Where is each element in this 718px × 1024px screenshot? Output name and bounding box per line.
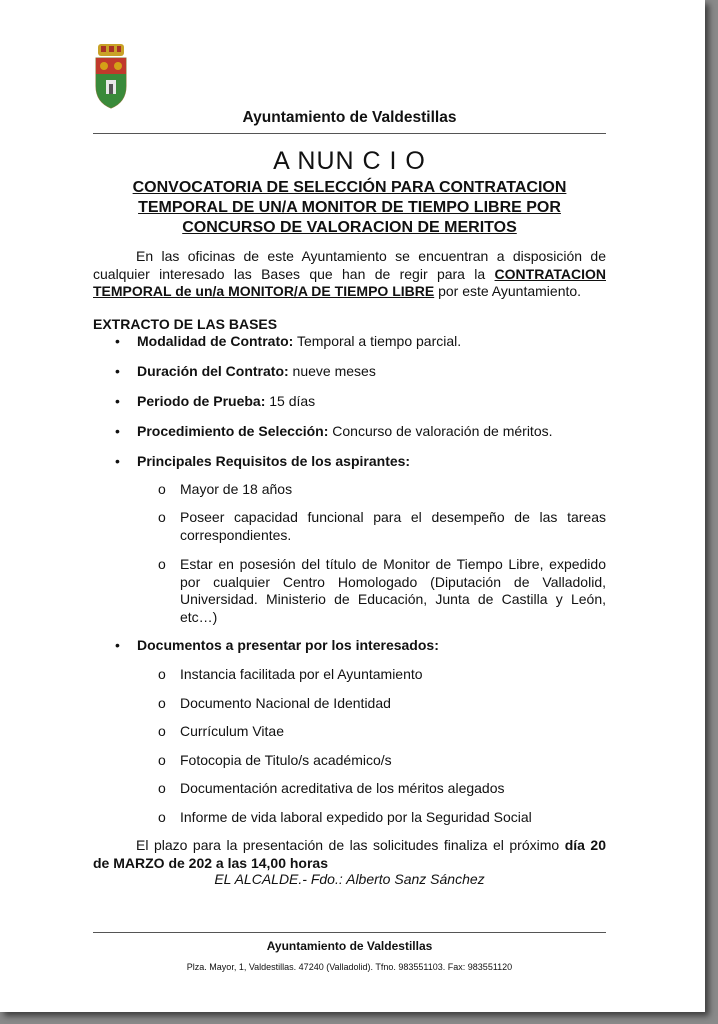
sub-bullet-icon: o: [158, 481, 166, 497]
extracto-heading: EXTRACTO DE LAS BASES: [93, 316, 278, 332]
bullet-value: Temporal a tiempo parcial.: [293, 333, 462, 349]
sub-bullet-icon: o: [158, 723, 166, 739]
subtitle-line: CONVOCATORIA DE SELECCIÓN PARA CONTRATACION: [132, 179, 567, 196]
bullet-icon: •: [115, 393, 120, 409]
intro-bold-text: CONTRATACION TEMPORAL de un/a MONITOR/A DE TIEMPO LIBRE: [93, 265, 606, 299]
footer-divider: [93, 932, 606, 933]
sub-bullet-icon: o: [158, 780, 166, 796]
mayor-signature: EL ALCALDE.- Fdo.: Alberto Sanz Sánchez: [214, 871, 485, 887]
bullet-value: nueve meses: [288, 363, 376, 379]
sub-bullet-icon: o: [158, 509, 166, 525]
municipality-header: Ayuntamiento de Valdestillas: [242, 109, 457, 126]
bullet-icon: •: [115, 423, 120, 439]
sub-bullet-icon: o: [158, 556, 166, 572]
sub-bullet-icon: o: [158, 809, 166, 825]
bullet-label: Duración del Contrato:: [137, 363, 289, 379]
documento-text: Instancia facilitada por el Ayuntamiento: [180, 666, 423, 682]
bullet-label: Documentos a presentar por los interesados:: [137, 637, 439, 653]
sub-bullet-icon: o: [158, 695, 166, 711]
documento-text: Informe de vida laboral expedido por la Seguridad Social: [180, 809, 532, 825]
bullet-icon: •: [115, 333, 120, 349]
deadline-date: día 20 de MARZO de 202 a las 14,00 horas: [93, 837, 606, 871]
bullet-label: Periodo de Prueba:: [137, 393, 266, 409]
bullet-label: Procedimiento de Selección:: [137, 423, 329, 439]
bullet-icon: •: [115, 453, 120, 469]
documento-text: Documento Nacional de Identidad: [180, 695, 391, 711]
municipal-crest-logo: [92, 42, 130, 110]
bullet-value: 15 días: [265, 393, 316, 409]
intro-paragraph: [93, 248, 606, 301]
deadline-paragraph: [93, 837, 606, 872]
bullet-label: Principales Requisitos de los aspirantes:: [137, 453, 411, 469]
bullet-value: Concurso de valoración de méritos.: [328, 423, 553, 439]
bullet-label: Modalidad de Contrato:: [137, 333, 294, 349]
documento-text: Currículum Vitae: [180, 723, 285, 739]
deadline-text: El plazo para la presentación de las solicitudes finaliza el próximo: [136, 837, 565, 853]
footer-municipality: Ayuntamiento de Valdestillas: [266, 939, 433, 953]
intro-text-end: por este Ayuntamiento.: [434, 283, 582, 299]
subtitle-line: CONCURSO DE VALORACION DE MERITOS: [182, 219, 517, 236]
bullet-icon: •: [115, 637, 120, 653]
page-title: A NUN C I O: [273, 147, 426, 175]
subtitle-line: TEMPORAL DE UN/A MONITOR DE TIEMPO LIBRE POR: [138, 199, 561, 216]
documento-text: Documentación acreditativa de los méritos alegados: [180, 780, 505, 796]
sub-bullet-icon: o: [158, 752, 166, 768]
intro-text: En las oficinas de este Ayuntamiento se encuentran a disposición de cualquier interesado las Bases que han de regir para la: [93, 248, 606, 282]
notice-subtitle: [93, 178, 606, 238]
requisito-text: Mayor de 18 años: [180, 481, 293, 497]
bullet-icon: •: [115, 363, 120, 379]
documento-text: Fotocopia de Titulo/s académico/s: [180, 752, 392, 768]
requisito-text: Poseer capacidad funcional para el desempeño de las tareas correspondientes.: [180, 509, 606, 543]
sub-bullet-icon: o: [158, 666, 166, 682]
footer-address: Plza. Mayor, 1, Valdestillas. 47240 (Valladolid). Tfno. 983551103. Fax: 983551120: [186, 962, 513, 972]
header-divider: [93, 133, 606, 134]
requisito-text: Estar en posesión del título de Monitor de Tiempo Libre, expedido por cualquier Centro Homologado (Diputación de Valladolid, Universidad. Ministerio de Educación, Junta de Castilla y León, etc…): [180, 556, 606, 625]
